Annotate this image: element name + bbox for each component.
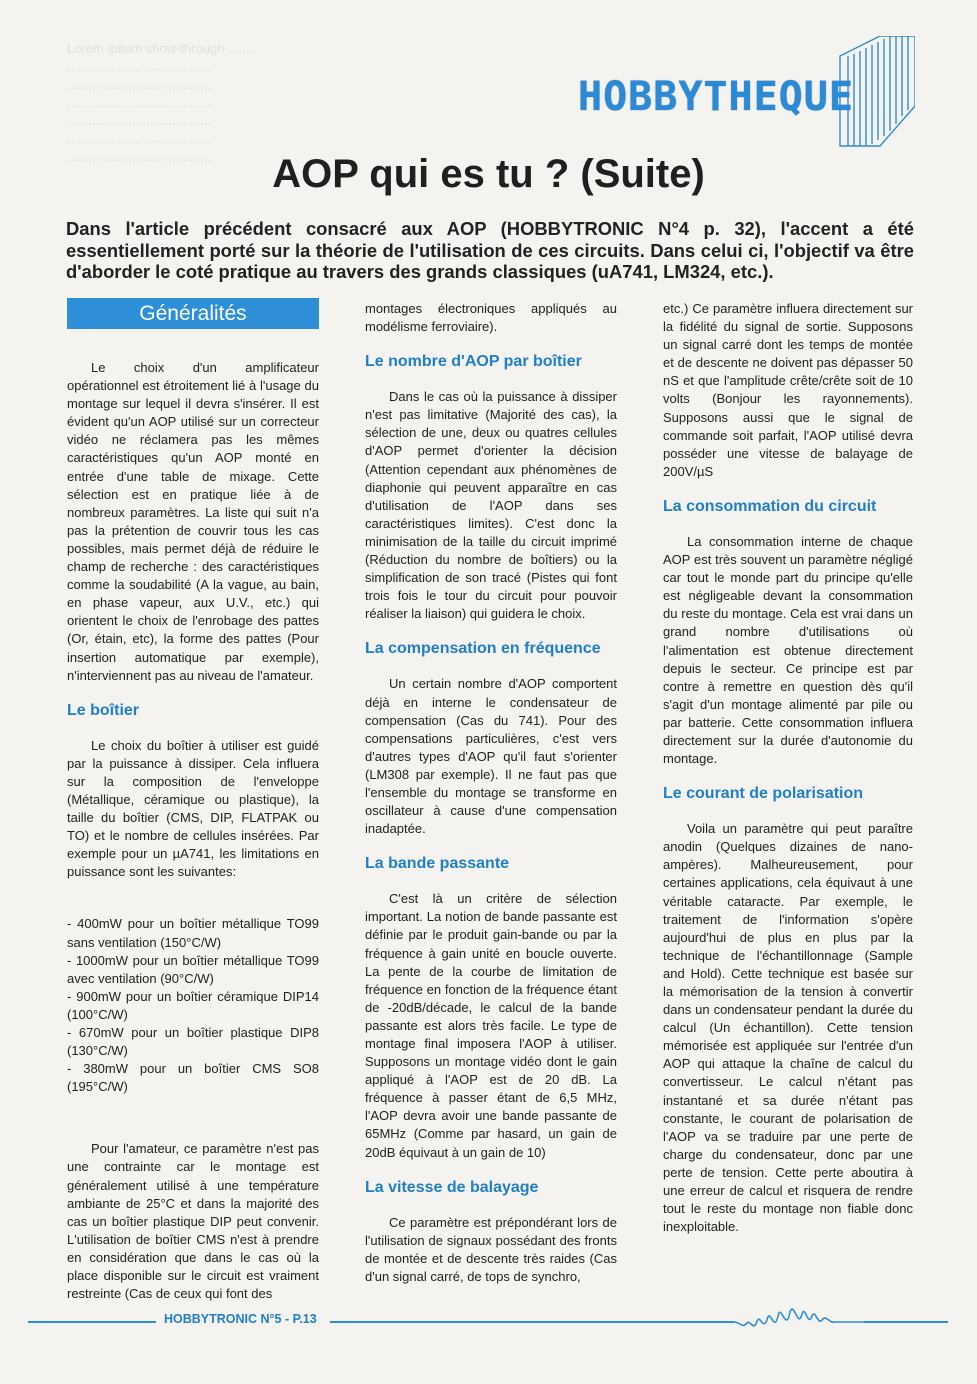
footer-text: HOBBYTRONIC N°5 - P.13 bbox=[164, 1312, 317, 1326]
paragraph: La consommation interne de chaque AOP est très souvent un paramètre négligé car tout le monde part du principe qu'elle est négligeable devant la consommation du reste du montage. Cela est vrai dans un grand nombre d'utilisations où l'alimentation est obtenue directement depuis le secteur. Ce principe est par contre à remettre en question dès qu'il s'agit d'un montage alimenté par pile ou par batterie. Cette consommation influera directement sur la durée d'autonomie du montage. bbox=[663, 533, 913, 767]
section-banner-generalites: Généralités bbox=[67, 298, 319, 329]
paragraph: Le choix du boîtier à utiliser est guidé par la puissance à dissiper. Cela influera sur la composition de l'enveloppe (Métallique, céramique ou plastique), la taille du boîtier (CMS, DIP, FLATPAK ou TO) et le nombre de cellules insérées. Par exemple pour un µA741, les limitations en puissance sont les suivantes: bbox=[67, 737, 319, 880]
paragraph: Pour l'amateur, ce paramètre n'est pas une contrainte car le montage est généralement utilisé à une température ambiante de 25°C et dans la majorité des cas un boîtier plastique DIP peut convenir. L'utilisation de boîtier CMS n'est à prendre en considération que dans le cas où la place disponible sur le circuit est vraiment restreinte (Cas de ceux qui font des bbox=[67, 1141, 319, 1302]
paragraph: Le choix d'un amplificateur opérationnel est étroitement lié à l'usage du montage sur lequel il devra s'insérer. Il est évident qu'un AOP utilisé sur un correcteur vidéo ne réclamera pas les mêmes caractéristiques qu'un AOP monté en entrée d'une table de mixage. Cette sélection est en pratique liée à de nombreux paramètres. La liste qui suit n'a pas la prétention de couvrir tous les cas possibles, mais permet déjà de réduire le champ de recherche : des caractéristiques comme la soudabilité (A la vague, au bain, en phase vapeur, aux U.V., etc.) qui orientent le choix de l'enrobage des pattes (Or, étain, etc), la forme des pattes (Pour insertion automatique par exemple), n'interviennent pas au niveau de l'amateur. bbox=[67, 360, 319, 683]
subheading-boitier: Le boîtier bbox=[67, 701, 140, 719]
paragraph: Voila un paramètre qui peut paraître anodin (Quelques dizaines de nano-ampères). Malheureusement, pour certaines applications, cela équivaut à une véritable cataracte. Par exemple, le traitement de l'information s'opère aujourd'hui de plus en plus par la technique de l'échantillonnage (Sample and Hold). Cette technique est basée sur la mémorisation de la tension à convertir dans un condensateur pendant la durée du calcul (Un échantillon). Cette tension mémorisée est appliquée sur l'entrée d'un AOP qui attaque la chaîne de calcul du convertisseur. Le calcul n'étant pas instantané et sa durée n'étant pas constante, le courant de polarisation de l'AOP va se traduire par une perte de charge du condensateur, donc par une perte de tension. Cette perte aboutira à une erreur de calcul et risquera de rendre tout le reste du montage non fiable donc inexploitable. bbox=[663, 821, 913, 1235]
subheading-consommation: La consommation du circuit bbox=[663, 497, 877, 515]
column-3 bbox=[663, 300, 913, 1236]
logo-text: HOBBYTHEQUE bbox=[578, 74, 854, 120]
footer-rule-right bbox=[864, 1321, 948, 1323]
footer-rule-left bbox=[28, 1321, 156, 1323]
list-item: - 380mW pour un boîtier CMS SO8 (195°C/W) bbox=[67, 1061, 319, 1095]
signal-wave-icon bbox=[734, 1300, 864, 1334]
list-item: - 1000mW pour un boîtier métallique TO99 avec ventilation (90°C/W) bbox=[67, 952, 319, 986]
paragraph: Dans le cas où la puissance à dissiper n'est pas limitative (Majorité des cas), la sélection de une, deux ou quatres cellules d'AOP permet d'orienter la décision (Attention cependant aux phénomènes de diaphonie qui peuvent apparaître en cas d'utilisation de l'AOP dans ses caractéristiques limites). C'est donc la minimisation de la taille du circuit imprimé (Réduction du nombre de boîtiers) ou la simplification de son tracé (Pistes qui font trois fois le tour du circuit pour pouvoir réaliser la liaison) qui guidera le choix. bbox=[365, 389, 617, 622]
column-2 bbox=[365, 300, 617, 1286]
list-item: - 400mW pour un boîtier métallique TO99 sans ventilation (150°C/W) bbox=[67, 916, 319, 950]
paragraph: C'est là un critère de sélection important. La notion de bande passante est définie par le produit gain-bande ou par la fréquence à gain unité en boucle ouverte. La pente de la courbe de limitation de fréquence en fonction de la fréquence étant de -20dB/décade, le calcul de la bande passante est alors très facile. Le type de montage final imposera l'AOP à utiliser. Supposons un montage vidéo dont le gain appliqué à l'AOP est de 20 dB. La fréquence à passer étant de 6,5 MHz, l'AOP devra avoir une bande passante de 65MHz (Comme par hasard, un gain de 20dB équivaut à un gain de 10) bbox=[365, 891, 617, 1160]
footer-rule-middle bbox=[330, 1321, 734, 1323]
paragraph: Un certain nombre d'AOP comportent déjà en interne le condensateur de compensation (Cas du 741). Pour des compensations particulières, c'est vers d'autres types d'AOP qu'il faut s'orienter (LM308 par exemple). Il ne faut pas que l'ensemble du montage se transforme en oscillateur à cause d'une compensation inadaptée. bbox=[365, 676, 617, 837]
hobbytheque-logo bbox=[570, 36, 915, 156]
subheading-courant-polarisation: Le courant de polarisation bbox=[663, 785, 864, 803]
list-item: - 900mW pour un boîtier céramique DIP14 (100°C/W) bbox=[67, 988, 319, 1022]
list-item: - 670mW pour un boîtier plastique DIP8 (130°C/W) bbox=[67, 1025, 319, 1059]
column-1 bbox=[67, 298, 319, 1303]
paragraph: etc.) Ce paramètre influera directement sur la fidélité du signal de sortie. Supposons un signal carré dont les temps de montée et de descente ne doivent pas dépasser 50 nS et que l'amplitude crête/crête soit de 10 volts (Bonjour les rayonnements). Supposons aussi que le signal de commande soit parfait, l'AOP utilisé devra posséder une vitesse de balayage de 200V/µS bbox=[663, 301, 913, 479]
lead-paragraph: Dans l'article précédent consacré aux AOP (HOBBYTRONIC N°4 p. 32), l'accent a été essentiellement porté sur la théorie de l'utilisation de ces circuits. Dans celui ci, l'objectif va être d'aborder le coté pratique au travers des grands classiques (uA741, LM324, etc.). bbox=[66, 218, 914, 282]
page-title: AOP qui es tu ? (Suite) bbox=[272, 152, 705, 196]
subheading-vitesse-balayage: La vitesse de balayage bbox=[365, 1178, 539, 1196]
paragraph: montages électroniques appliqués au modélisme ferroviaire). bbox=[365, 301, 617, 335]
paragraph: Ce paramètre est prépondérant lors de l'utilisation de signaux possédant des fronts de montée et de descente très raides (Cas d'un signal carré, de tops de synchro, bbox=[365, 1214, 617, 1284]
subheading-bande-passante: La bande passante bbox=[365, 855, 510, 873]
page-footer bbox=[28, 1312, 948, 1332]
subheading-nombre-aop: Le nombre d'AOP par boîtier bbox=[365, 353, 582, 371]
subheading-compensation: La compensation en fréquence bbox=[365, 640, 601, 658]
